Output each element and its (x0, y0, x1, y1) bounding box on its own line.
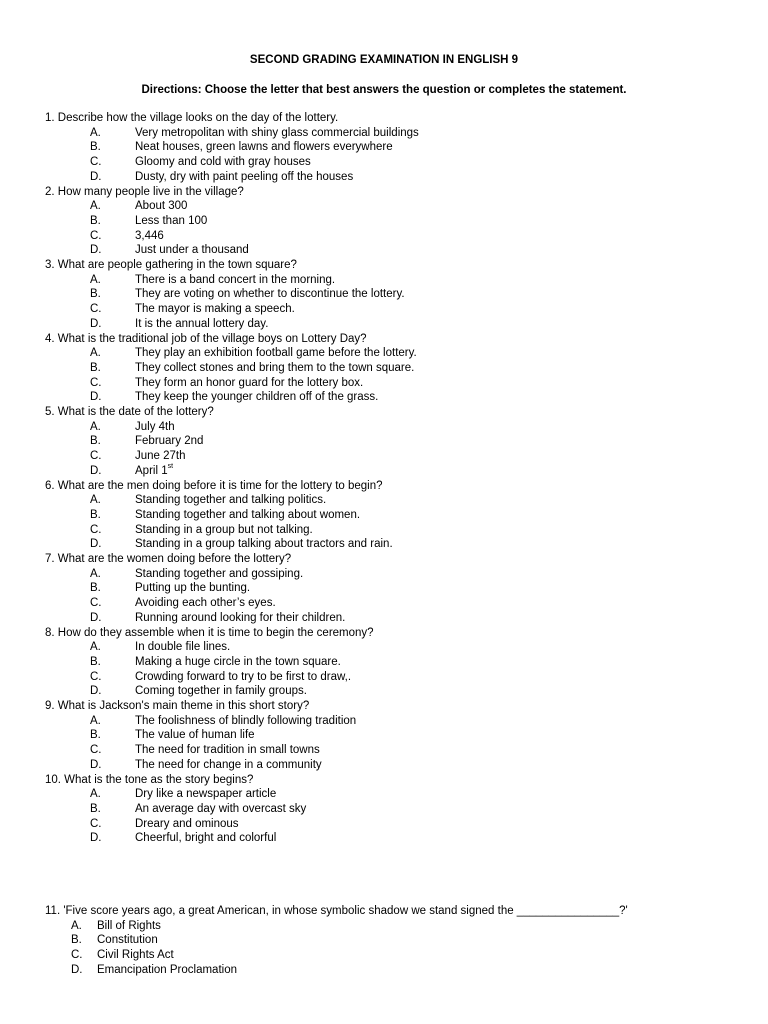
option-text: Civil Rights Act (97, 949, 174, 962)
option-text-main: It is the annual lottery day. (135, 317, 269, 330)
answer-option (45, 817, 253, 832)
option-letter: A. (90, 788, 101, 801)
option-text: Bill of Rights (97, 919, 161, 932)
option-text-main: Avoiding each other’s eyes. (135, 597, 276, 610)
option-text-main: Gloomy and cold with gray houses (135, 156, 311, 169)
option-letter: C. (90, 670, 102, 683)
option-letter: D. (90, 391, 102, 404)
answer-option (45, 140, 393, 155)
option-letter: D. (90, 832, 102, 845)
answer-option (45, 567, 304, 582)
option-text (135, 199, 187, 214)
option-text-main: Standing together and gossiping. (135, 567, 304, 580)
option-text (135, 361, 414, 376)
option-text-main: In double file lines. (135, 641, 231, 654)
option-text-main: About 300 (135, 200, 188, 213)
option-text-main: April 1 (135, 464, 168, 477)
answer-option (45, 670, 374, 685)
option-text-main: Crowding forward to try to be first to draw,. (135, 670, 352, 683)
answer-option (45, 449, 214, 464)
answer-option (45, 317, 297, 332)
option-text-main: The foolishness of blindly following tradition (135, 714, 357, 727)
answer-option (45, 948, 628, 963)
option-letter: A. (90, 494, 101, 507)
question-3 (45, 258, 405, 331)
option-text (135, 140, 393, 155)
option-text-main: Dusty, dry with paint peeling off the houses (135, 170, 354, 183)
option-letter: D. (90, 685, 102, 698)
option-letter: A. (90, 126, 101, 139)
option-text (135, 714, 356, 729)
answer-option (45, 831, 277, 846)
option-text (135, 831, 276, 846)
answer-option (45, 170, 354, 185)
option-letter: D. (90, 758, 102, 771)
option-text-main: An average day with overcast sky (135, 802, 307, 815)
answer-option (45, 214, 244, 229)
option-text (135, 611, 345, 626)
option-text (135, 170, 353, 185)
option-text (135, 449, 186, 464)
option-text-main: July 4th (135, 420, 175, 433)
option-letter: C. (90, 817, 102, 830)
answer-option (45, 199, 244, 214)
option-text-main: They play an exhibition football game before the lottery. (135, 347, 417, 360)
question-4 (45, 332, 417, 405)
option-letter: A. (90, 714, 101, 727)
answer-option (45, 229, 244, 244)
option-text (135, 243, 249, 258)
question-stem: 11. 'Five score years ago, a great American, in whose symbolic shadow we stand signed the ________________?' (45, 905, 628, 917)
answer-option (45, 434, 214, 449)
option-text (135, 567, 303, 582)
option-letter: B. (71, 934, 82, 947)
option-text-main: Dreary and ominous (135, 817, 239, 830)
option-letter: A. (90, 567, 101, 580)
question-7 (45, 552, 346, 625)
option-text (135, 126, 419, 141)
answer-option (45, 493, 383, 508)
option-text-main: They form an honor guard for the lottery box. (135, 376, 364, 389)
answer-option (45, 523, 383, 538)
answer-option (45, 933, 628, 948)
option-text (135, 302, 295, 317)
answer-option (45, 714, 357, 729)
answer-option (45, 758, 322, 773)
option-text (135, 273, 335, 288)
answer-option (45, 611, 346, 626)
option-letter: C. (90, 523, 102, 536)
question-stem: 1. Describe how the village looks on the day of the lottery. (45, 112, 339, 124)
option-text (135, 640, 230, 655)
option-text-main: Standing in a group but not talking. (135, 523, 313, 536)
question-stem: 2. How many people live in the village? (45, 185, 244, 198)
answer-option (45, 581, 291, 596)
answer-option (45, 376, 367, 391)
option-text-main: Standing in a group talking about tractors and rain. (135, 538, 393, 551)
answer-option (45, 464, 214, 479)
option-text (135, 508, 360, 523)
option-letter: D. (90, 464, 102, 477)
option-text (135, 655, 341, 670)
option-text: Constitution (97, 934, 158, 947)
option-text-main: The value of human life (135, 729, 255, 742)
question-stem: 10. What is the tone as the story begins? (45, 773, 254, 786)
answer-option (45, 919, 628, 934)
option-letter: B. (90, 214, 101, 227)
option-text-main: Making a huge circle in the town square. (135, 655, 341, 668)
option-text-main: February 2nd (135, 435, 204, 448)
option-text (135, 434, 203, 449)
question-2 (45, 185, 249, 258)
option-text-main: They keep the younger children off of the grass. (135, 391, 379, 404)
question-9 (45, 699, 357, 772)
option-letter: D. (90, 170, 102, 183)
option-text (135, 287, 405, 302)
option-text (135, 802, 306, 817)
answer-option (45, 537, 393, 552)
option-text (135, 537, 393, 552)
option-text (135, 758, 322, 773)
option-text-main: June 27th (135, 450, 186, 463)
option-text (135, 523, 313, 538)
option-text-main: Just under a thousand (135, 244, 249, 257)
option-letter: C. (90, 303, 102, 316)
answer-option (45, 787, 277, 802)
option-letter: B. (90, 729, 101, 742)
question-stem: 5. What is the date of the lottery? (45, 406, 214, 418)
option-text (135, 317, 268, 332)
option-text-main: Neat houses, green lawns and flowers everywhere (135, 141, 393, 154)
answer-option (45, 302, 297, 317)
option-letter: B. (90, 508, 101, 521)
option-text (135, 787, 276, 802)
option-text-main: The mayor is making a speech. (135, 303, 295, 316)
option-text-main: Standing together and talking politics. (135, 494, 327, 507)
question-10 (45, 773, 307, 846)
option-superscript: st (167, 462, 174, 470)
answer-option (45, 963, 628, 978)
option-letter: B. (90, 582, 101, 595)
option-letter: A. (90, 347, 101, 360)
option-text (135, 817, 239, 832)
option-letter: B. (90, 288, 101, 301)
option-letter: D. (71, 963, 83, 976)
option-letter: B. (90, 435, 101, 448)
question-6 (45, 479, 393, 552)
option-text-main: Dry like a newspaper article (135, 788, 277, 801)
option-text-main: They collect stones and bring them to the town square. (135, 361, 415, 374)
option-text-main: The need for tradition in small towns (135, 744, 320, 757)
answer-option (45, 126, 419, 141)
question-1 (45, 111, 419, 184)
option-letter: A. (90, 420, 101, 433)
option-text-main: Cheerful, bright and colorful (135, 832, 277, 845)
option-text (135, 464, 173, 479)
answer-option (45, 743, 320, 758)
question-8 (45, 626, 374, 699)
answer-option (45, 346, 417, 361)
option-text (135, 596, 276, 611)
option-letter: A. (90, 200, 101, 213)
option-text (135, 728, 255, 743)
option-letter: C. (90, 229, 102, 242)
option-letter: B. (90, 141, 101, 154)
option-letter: A. (71, 919, 82, 932)
answer-option (45, 420, 214, 435)
option-letter: D. (90, 317, 102, 330)
option-text-main: 3,446 (135, 229, 164, 242)
option-text (135, 684, 307, 699)
option-text-main: Very metropolitan with shiny glass commercial buildings (135, 126, 419, 139)
option-text (135, 670, 351, 685)
answer-option (45, 802, 307, 817)
option-letter: D. (90, 244, 102, 257)
option-text-main: They are voting on whether to discontinue the lottery. (135, 288, 405, 301)
question-stem: 8. How do they assemble when it is time to begin the ceremony? (45, 626, 374, 639)
answer-option (45, 287, 405, 302)
option-text (135, 390, 378, 405)
option-text-main: Putting up the bunting. (135, 582, 251, 595)
answer-option (45, 361, 415, 376)
question-stem: 7. What are the women doing before the lottery? (45, 553, 292, 565)
option-text (135, 420, 175, 435)
option-text (135, 155, 311, 170)
option-text (135, 214, 207, 229)
option-text-main: The need for change in a community (135, 758, 322, 771)
answer-option (45, 640, 374, 655)
answer-option (45, 596, 291, 611)
option-text (135, 229, 164, 244)
option-letter: C. (71, 949, 83, 962)
answer-option (45, 728, 309, 743)
question-5 (45, 405, 214, 478)
option-letter: C. (90, 744, 102, 757)
answer-option (45, 684, 374, 699)
option-text (135, 581, 250, 596)
option-text-main: Coming together in family groups. (135, 685, 307, 698)
option-text-main: Less than 100 (135, 214, 208, 227)
question-11 (45, 904, 628, 977)
option-letter: C. (90, 450, 102, 463)
option-letter: A. (90, 273, 101, 286)
option-text-main: Running around looking for their children. (135, 611, 346, 624)
option-text (135, 346, 417, 361)
option-text-main: Standing together and talking about women. (135, 508, 361, 521)
question-stem: 4. What is the traditional job of the village boys on Lottery Day? (45, 332, 367, 345)
answer-option (45, 508, 383, 523)
option-letter: C. (90, 597, 102, 610)
question-stem: 9. What is Jackson's main theme in this short story? (45, 700, 310, 712)
option-text: Emancipation Proclamation (97, 963, 237, 976)
option-letter: B. (90, 802, 101, 815)
answer-option (45, 155, 338, 170)
answer-option (45, 273, 336, 288)
option-text (135, 493, 326, 508)
option-letter: D. (90, 611, 102, 624)
answer-option (45, 655, 374, 670)
answer-option (45, 390, 379, 405)
exam-directions: Directions: Choose the letter that best answers the question or completes the statement. (141, 84, 627, 96)
option-letter: B. (90, 361, 101, 374)
option-letter: D. (90, 538, 102, 551)
option-letter: B. (90, 655, 101, 668)
option-letter: C. (90, 376, 102, 389)
option-text-main: There is a band concert in the morning. (135, 273, 336, 286)
question-stem: 6. What are the men doing before it is time for the lottery to begin? (45, 479, 383, 492)
option-letter: C. (90, 156, 102, 169)
exam-title: SECOND GRADING EXAMINATION IN ENGLISH 9 (249, 54, 519, 66)
option-text (135, 376, 363, 391)
option-letter: A. (90, 641, 101, 654)
question-stem: 3. What are people gathering in the town square? (45, 259, 297, 271)
option-text (135, 743, 320, 758)
answer-option (45, 243, 249, 258)
